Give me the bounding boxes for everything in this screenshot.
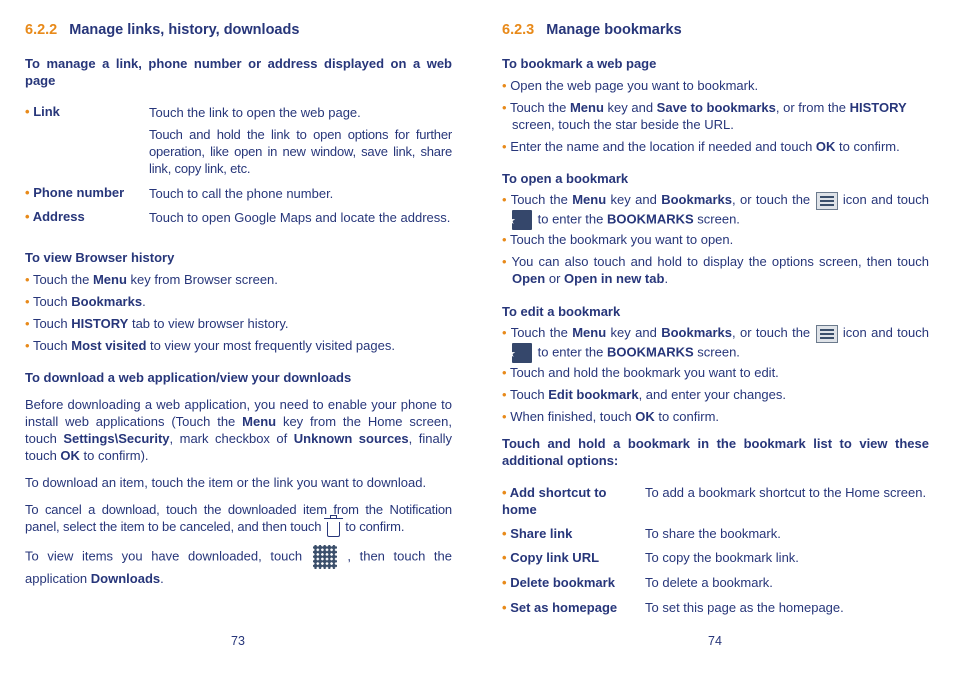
option-term: • Copy link URL: [502, 550, 600, 565]
section-title: Manage links, history, downloads: [69, 22, 300, 38]
option-def: To set this page as the homepage.: [645, 600, 844, 615]
download-paragraph-1: Before downloading a web application, you need to enable your phone to install web applications (Touch the Menu key from the Home screen, touch Settings\Security, mark checkbox of Unknown sources, finally touch OK to confirm).: [25, 397, 453, 463]
bookmark-title: To bookmark a web page: [502, 56, 657, 71]
download-paragraph-3: To cancel a download, touch the downloaded item from the Notification panel, select the item to be canceled, and then touch to confirm.: [25, 501, 452, 535]
page-number: 74: [708, 634, 722, 648]
list-item: • Touch Edit bookmark, and enter your changes.: [502, 387, 786, 402]
section-heading: [25, 22, 452, 39]
list-item: • Open the web page you want to bookmark.: [502, 78, 759, 93]
option-def: To add a bookmark shortcut to the Home screen.: [645, 485, 927, 500]
link-def: Touch the link to open the web page.: [149, 105, 361, 120]
list-item: • Touch and hold the bookmark you want to edit.: [502, 365, 779, 380]
download-paragraph-4: To view items you have downloaded, touch , then touch the application Downloads.: [25, 545, 452, 588]
grid-icon: [313, 545, 337, 569]
option-term: • Share link: [502, 526, 573, 541]
phone-def: Touch to call the phone number.: [149, 186, 334, 201]
section-number: 6.2.2: [25, 22, 58, 38]
bookmark-star-icon: [512, 343, 532, 363]
section-heading: [502, 22, 929, 39]
list-item: • Touch HISTORY tab to view browser history.: [25, 316, 289, 331]
bookmark-star-icon: [512, 210, 532, 230]
list-item: • You can also touch and hold to display the options screen, then touch Open or Open in new tab.: [502, 254, 929, 286]
list-item: • Touch the Menu key from Browser screen.: [25, 272, 278, 287]
download-paragraph-2: To download an item, touch the item or the link you want to download.: [25, 475, 427, 490]
list-item: • When finished, touch OK to confirm.: [502, 409, 720, 424]
link-def-2: Touch and hold the link to open options for further operation, like open in new window, save link, share link, copy link, etc.: [149, 127, 452, 176]
history-title: To view Browser history: [25, 250, 175, 265]
menu-icon: [816, 192, 838, 210]
option-term: • Add shortcut to home: [502, 485, 607, 517]
option-term: • Set as homepage: [502, 600, 618, 615]
list-item: • Touch the Menu key and Bookmarks, or touch the icon and touch ★ to enter the BOOKMARKS screen.: [502, 324, 929, 363]
list-item: • Touch the Menu key and Save to bookmarks, or from the HISTORY screen, touch the star beside the URL.: [502, 100, 907, 132]
download-title: To download a web application/view your downloads: [25, 370, 352, 385]
list-item: • Touch the bookmark you want to open.: [502, 232, 734, 247]
menu-icon: [816, 325, 838, 343]
options-title: Touch and hold a bookmark in the bookmark list to view these additional options:: [502, 436, 929, 468]
list-item: • Touch the Menu key and Bookmarks, or touch the icon and touch ★ to enter the BOOKMARKS screen.: [502, 191, 929, 230]
edit-title: To edit a bookmark: [502, 304, 621, 319]
open-title: To open a bookmark: [502, 171, 629, 186]
manage-intro: To manage a link, phone number or address displayed on a web page: [25, 56, 452, 88]
page-number: 73: [231, 634, 245, 648]
trash-icon: [327, 522, 340, 537]
option-term: • Delete bookmark: [502, 575, 615, 590]
address-def: Touch to open Google Maps and locate the address.: [149, 210, 451, 225]
list-item: • Touch Most visited to view your most frequently visited pages.: [25, 338, 395, 353]
phone-term: • Phone number: [25, 185, 125, 200]
list-item: • Enter the name and the location if needed and touch OK to confirm.: [502, 139, 900, 154]
section-title: Manage bookmarks: [546, 22, 682, 38]
address-term: • Address: [25, 209, 85, 224]
option-def: To share the bookmark.: [645, 526, 781, 541]
list-item: • Touch Bookmarks.: [25, 294, 146, 309]
option-def: To copy the bookmark link.: [645, 550, 799, 565]
option-def: To delete a bookmark.: [645, 575, 773, 590]
section-number: 6.2.3: [502, 22, 535, 38]
link-term: • Link: [25, 104, 60, 119]
